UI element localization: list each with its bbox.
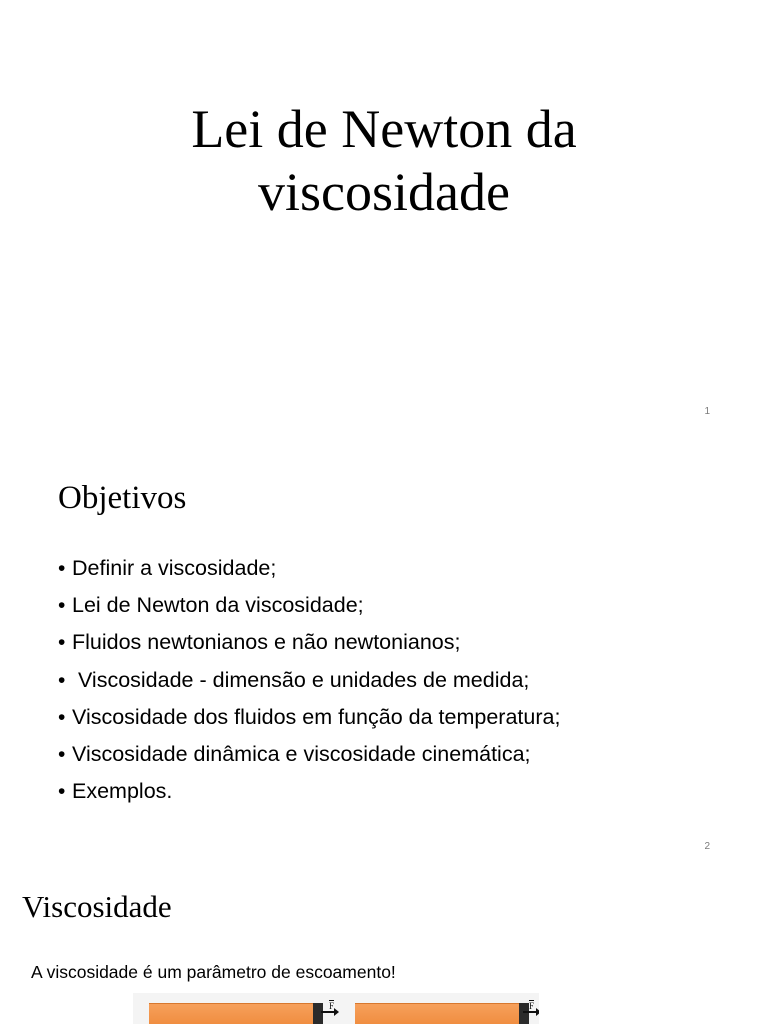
list-item [58,736,560,773]
list-item-text: Definir a viscosidade; [72,556,277,580]
list-item-text: Viscosidade dinâmica e viscosidade cinemática; [72,742,531,767]
list-item-text: Viscosidade dos fluidos em função da temperatura; [72,704,561,729]
viscosity-title: Viscosidade [22,889,172,924]
objectives-title: Objetivos [58,480,187,516]
list-item-text: Viscosidade - dimensão e unidades de medida; [72,667,530,692]
plate-left-edge [313,1003,323,1024]
viscosity-text: A viscosidade é um parâmetro de escoamento! [31,962,396,982]
bullet-icon: • [58,557,66,580]
list-item [58,550,560,587]
force-arrow-icon [523,1011,537,1013]
plate-right-edge [519,1003,529,1024]
slide-2 [0,430,768,862]
list-item-text: Exemplos. [72,779,173,804]
bullet-icon: • [58,594,66,618]
list-item [58,773,560,810]
slide-title [0,98,768,224]
objectives-list [58,550,560,810]
list-item [58,699,560,736]
list-item [58,587,560,624]
force-label: F [529,1001,535,1011]
slide-1 [0,0,768,430]
plate-left [149,1003,313,1024]
bullet-icon: • [58,631,66,655]
bullet-icon: • [58,705,66,729]
list-item-text: Fluidos newtonianos e não newtonianos; [72,630,461,655]
list-item [58,662,560,699]
bullet-icon: • [58,668,66,692]
plates-figure [133,993,539,1024]
list-item-text: Lei de Newton da viscosidade; [72,593,364,618]
slide-title-line-2: viscosidade [258,162,510,222]
list-item [58,624,560,661]
force-label: F [329,1001,335,1011]
bullet-icon: • [58,780,66,804]
slide-title-line-1: Lei de Newton da [191,99,577,159]
slide-number: 1 [704,406,710,417]
bullet-icon: • [58,743,66,767]
slide-3 [0,862,768,1024]
plate-right [355,1003,519,1024]
force-arrow-icon [321,1011,335,1013]
slide-number: 2 [704,841,710,852]
